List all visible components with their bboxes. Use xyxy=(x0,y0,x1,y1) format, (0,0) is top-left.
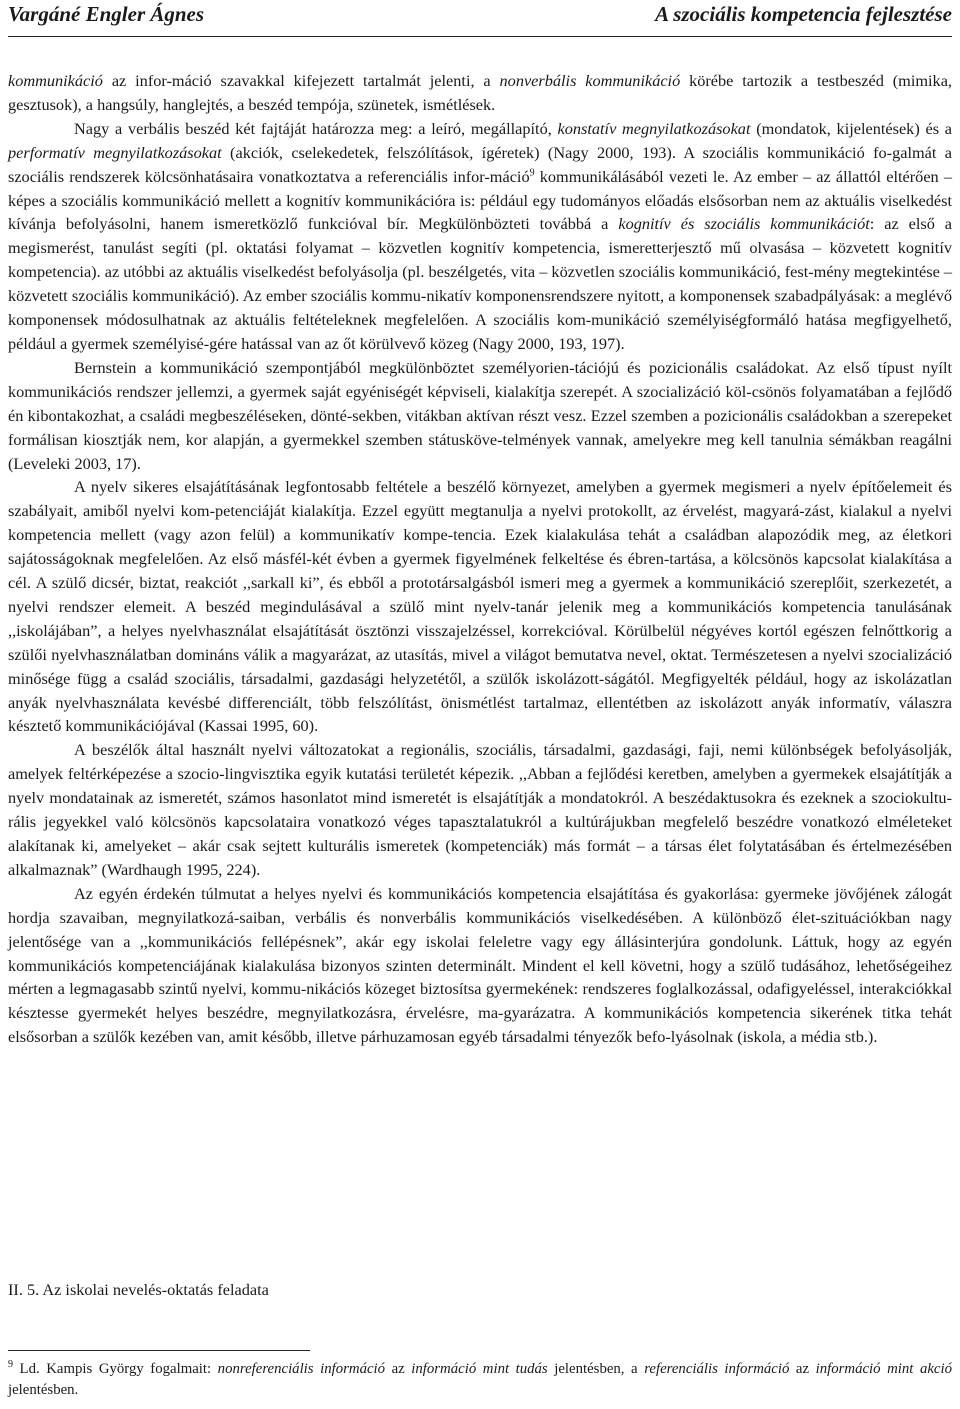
text-run: Bernstein a kommunikáció szempontjából megkülönböztet személyorien-tációjú és pozicionális családokat. Az első típust nyílt kommunikációs rendszer jellemzi, a gyermek saját egyéniségét képviseli, kialakítja szerepét. A szocializáció köl-csönös folyamatában a fejlődő én kibontakozhat, a családi megbeszéléseken, dönté-sekben, vitákban aktívan részt vesz. Ezzel szemben a pozicionális családokban a szerepeket formálisan kiosztják nem, kor alapján, a gyermekkel szemben státusköve-telmények vannak, amelyekre meg kell tanulnia sémákban reagálni (Leveleki 2003, 17). xyxy=(8,357,952,473)
italic-text: nonverbális kommunikáció xyxy=(499,71,681,90)
text-run: az xyxy=(789,1361,816,1377)
text-run: jelentésben, a xyxy=(547,1361,645,1377)
paragraph xyxy=(8,475,952,738)
italic-text: nonreferenciális információ xyxy=(217,1361,386,1377)
italic-text: kognitív és szociális kommunikációt xyxy=(618,214,870,234)
text-run: az xyxy=(385,1361,412,1377)
italic-text: információ mint akció xyxy=(815,1361,952,1377)
italic-text: információ mint tudás xyxy=(411,1361,548,1377)
paragraph xyxy=(8,738,952,881)
text-run: Nagy a verbális beszéd két fajtáját határozza meg: a leíró, megállapító, xyxy=(74,118,558,138)
text-run: jelentésben. xyxy=(8,1382,79,1398)
header-divider xyxy=(8,36,952,37)
header-title: A szociális kompetencia fejlesztése xyxy=(655,2,952,26)
footnote-ref: 9 xyxy=(529,167,535,179)
paragraph xyxy=(8,882,952,1049)
page-header xyxy=(8,2,952,38)
text-run: az infor-máció szavakkal kifejezett tartalmát jelenti, a xyxy=(102,71,500,90)
text-run: Ld. Kampis György fogalmait: xyxy=(13,1361,218,1377)
text-run: A beszélők által használt nyelvi változatokat a regionális, szociális, társadalmi, gazdasági, faji, nemi különbségek befolyásolják, amelyek feltérképezése a szocio-lingvisztika egyik kutatási területét képezik. ,,Abban a fejlődési keretben, amelyben a gyermekek elsajátítják a nyelv mondatainak az ismeretét, számos hasonlatot mind ismeretét is elsajátítják a mondatokról. A beszédaktusokra és ezeknek a szociokultu-rális jegyekkel való kölcsönös kapcsolataira vonatkozó véges tapasztalatukról a kultúrájukban megfelelő beszédre vonatkozó elméleteket alakítanak ki, amelyeket – akár csak sejtett kulturális ismeretek (kompetenciák) más formát – a társas élet folytatásában és értelmezésében alkalmaznak” (Wardhaugh 1995, 224). xyxy=(8,740,952,879)
text-run: (mondatok, kijelentések) és a xyxy=(750,118,953,138)
text-run: (akciók, cselekedetek, felszólítások, ígéretek) (Nagy 2000, 193). A szociális kommunikáció fo-galmát a szociális rendszerek kölcsönhatásaira vonatkoztatva a referenciális infor-máció xyxy=(8,142,952,186)
text-run: Az egyén érdekén túlmutat a helyes nyelvi és kommunikációs kompetencia elsajátítása és gyakorlása: gyermeke jövőjének zálogát hordja szavaiban, megnyilatkozá-saiban, verbális és nonverbális kommunikációs viselkedésében. A különböző élet-szituációkban nagy jelentősége van a ,,kommunikációs fellépésnek”, akár egy iskolai feleletre vagy egy állásinterjúra gondolunk. Láttuk, hogy az egyén kommunikációs kompetenciájának kialakulása bizonyos szinten determinált. Mindent el kell követni, hogy a szülő tudásához, lehetőségeihez mérten a legmagasabb szintű nyelvi, kommu-nikációs közeget biztosítsa gyermekének: rendszeres foglalkozással, odafigyeléssel, interakciókkal késztesse gyermekét helyes beszédre, megnyilatkozásra, érvelésre, ma-gyarázatra. A kommunikációs kompetencia sikerének titka tehát elsősorban a szülők kezében van, amit később, illetve párhuzamosan egyéb társadalmi tényezők befo-lyásolnak (iskola, a média stb.). xyxy=(8,883,952,1047)
text-run: kommunikálásából vezeti le. Az ember – az állattól eltérően – képes a szociális kommunikáció mellett a kognitív kommunikációra is: például egy tudományos előadás elsősorban nem az aktuális viselkedést kívánja befolyásolni, hanem ismeretközlő funkcióval bír. Megkülönbözteti továbbá a xyxy=(8,166,952,234)
section-heading: II. 5. Az iskolai nevelés-oktatás feladata xyxy=(8,1280,269,1299)
italic-text: kommunikáció xyxy=(8,71,103,90)
text-run: : az első a megismerést, tanulást segíti (pl. oktatási folyamat – közvetlen kognitív kompetencia, ismeretterjesztő mű olvasása – közvetett kognitív kompetencia). az utóbbi az aktuális viselkedést befolyásolja (pl. beszélgetés, vita – közvetlen szociális kommunikáció, fest-mény megtekintése – közvetett szociális kommunikáció). Az ember szociális kommu-nikatív komponensrendszere nyitott, a komponensek szabadpályásak: a meglévő komponensek módosulhatnak az aktuális feltételeknek megfelelően. A szociális kom-munikáció személyiségformáló hatása megfigyelhető, például a gyermek személyisé-gére hatással van az őt körülvevő közeg (Nagy 2000, 193, 197). xyxy=(8,214,953,353)
paragraph xyxy=(8,69,952,117)
italic-text: konstatív megnyilatkozásokat xyxy=(557,118,751,138)
italic-text: performatív megnyilatkozásokat xyxy=(8,142,222,162)
text-run: körébe tartozik a testbeszéd (mimika, gesztusok), a hangsúly, hanglejtés, a beszéd tempója, szünetek, ismétlések. xyxy=(8,71,952,114)
footnote-ref: 9 xyxy=(8,1359,13,1371)
footnote xyxy=(8,1359,952,1401)
footnote-divider xyxy=(8,1350,310,1351)
italic-text: referenciális információ xyxy=(644,1361,790,1377)
text-run: A nyelv sikeres elsajátításának legfontosabb feltétele a beszélő környezet, amelyben a gyermek megismeri a nyelv építőelemeit és szabályait, amiből nyelvi kom-petenciáját kialakítja. Ezzel együtt megtanulja a nyelvi protokollt, az érvelést, magyará-zást, kialakul a nyelvi kompetencia mellett (vagy azon felül) a kommunikatív kompe-tencia. Ezek kialakulása tehát a családban alapozódik meg, az életkori sajátosságoknak megfelelően. Az első másfél-két évben a gyermek figyelmének felkeltése és ébren-tartása, a kölcsönös kapcsolat kialakítása a cél. A szülő dicsér, biztat, reakciót ,,sarkall ki”, és ebből a prototársalgásból ismeri meg a gyermek a kommunikáció szereplőit, szerkezetét, a nyelvi rendszer elemeit. A beszéd megindulásával a szülő mint nyelv-tanár jelenik meg a kommunikációs kompetencia tanulásának ,,iskolájában”, a helyes nyelvhasználat elsajátítását ösztönzi visszajelzéssel, korrekcióval. Körülbelül négyéves kortól egészen felnőttkorig a szülői nyelvhasználatban domináns válik a magyarázat, az utasítás, mivel a világot bemutatva nevel, oktat. Természetesen a nyelvi szocializáció minősége függ a család szociális, társadalmi, gazdasági helyzetétől, a szülők iskolázott-ságától. Megfigyelték például, hogy az iskolázatlan anyák nyelvhasználata kevésbé differenciált, több felszólítást, önismétlést tartalmaz, ellentétben az iskolázott anyák informatív, válaszra késztető kommunikációjával (Kassai 1995, 60). xyxy=(8,477,952,736)
paragraph xyxy=(8,356,952,476)
body-text xyxy=(8,69,952,1049)
header-author: Vargáné Engler Ágnes xyxy=(8,2,205,26)
paragraph xyxy=(8,117,952,356)
